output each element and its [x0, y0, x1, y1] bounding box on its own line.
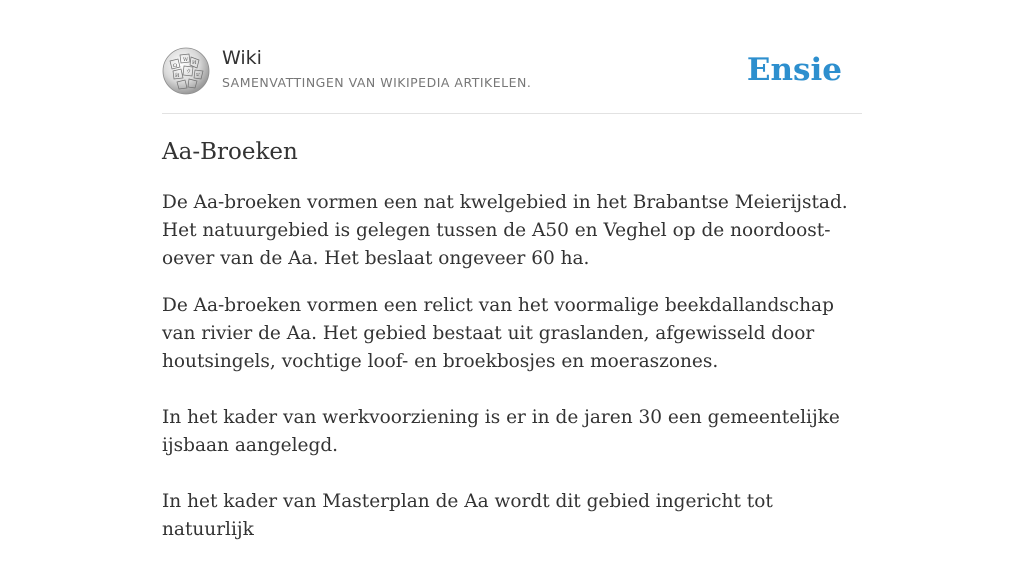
- svg-text:ウ: ウ: [186, 69, 192, 75]
- ensie-brand-logo[interactable]: Ensie: [746, 52, 842, 88]
- svg-text:И: И: [192, 60, 197, 66]
- site-name[interactable]: Wiki: [222, 47, 262, 69]
- article-paragraph: De Aa-broeken vormen een relict van het voormalige beekdallandschap van rivier de Aa. Het gebied bestaat uit graslanden, afgewisseld door houtsingels, vochtige loof- en broekbosjes en moeraszones. In het kader van werkvoorziening is er in de jaren 30 een gemeentelijke ijsbaan aangelegd. In het kader van Masterplan de Aa wordt dit gebied ingericht tot natuurlijk: [162, 295, 840, 540]
- site-tagline: SAMENVATTINGEN VAN WIKIPEDIA ARTIKELEN.: [222, 75, 532, 90]
- content-container: [162, 0, 862, 540]
- article-body: [162, 189, 862, 563]
- svg-text:Ω: Ω: [173, 63, 178, 69]
- article-title: Aa-Broeken: [162, 139, 298, 165]
- svg-text:Ѝ: Ѝ: [175, 73, 180, 79]
- article-paragraph: De Aa-broeken vormen een nat kwelgebied in het Brabantse Meierijstad. Het natuurgebied is gelegen tussen de A50 en Veghel op de noordoost-oever van de Aa. Het beslaat ongeveer 60 ha.: [162, 192, 848, 269]
- site-header: [162, 0, 862, 114]
- svg-text:W: W: [183, 57, 189, 63]
- svg-text:ש: ש: [196, 72, 200, 78]
- wikipedia-globe-icon[interactable]: [162, 47, 210, 95]
